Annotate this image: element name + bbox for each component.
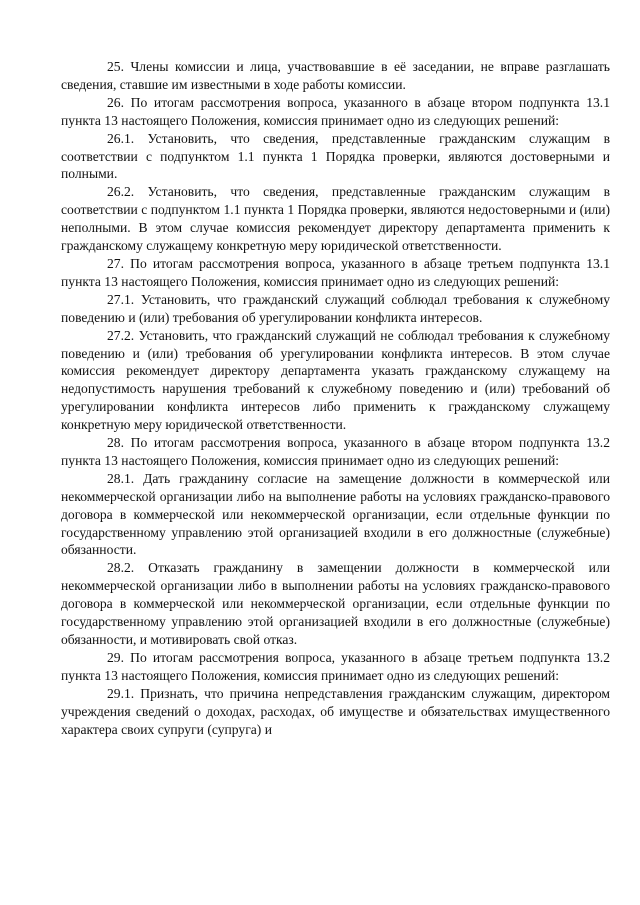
paragraph-28-1: 28.1. Дать гражданину согласие на замещение должности в коммерческой или некоммерческой организации либо на выполнение работы на условиях гражданско-правового договора в коммерческой или некоммерческой организации, если отдельные функции по государственному управлению этой организацией входили в его должностные (служебные) обязанности. — [61, 470, 610, 558]
paragraph-27-2: 27.2. Установить, что гражданский служащий не соблюдал требования к служебному поведению и (или) требования об урегулировании конфликта интересов. В этом случае комиссия рекомендует директору департамента указать гражданскому служащему на недопустимость нарушения требований к служебному поведению и (или) требований об урегулировании конфликта интересов либо применить к гражданскому служащему конкретную меру юридической ответственности. — [61, 327, 610, 433]
paragraph-28-2: 28.2. Отказать гражданину в замещении должности в коммерческой или некоммерческой организации либо в выполнении работы на условиях гражданско-правового договора в коммерческой или некоммерческой организации, если отдельные функции по государственному управлению этой организацией входили в его должностные (служебные) обязанности, и мотивировать свой отказ. — [61, 560, 610, 647]
paragraph-25: 25. Члены комиссии и лица, участвовавшие в её заседании, не вправе разглашать сведения, ставшие им известными в ходе работы комиссии. — [61, 59, 610, 92]
paragraph-26-2: 26.2. Установить, что сведения, представленные гражданским служащим в соответствии с подпунктом 1.1 пункта 1 Порядка проверки, являются недостоверными и (или) неполными. В этом случае комиссия рекомендует директору департамента применить к гражданскому служащему конкретную меру юридической ответственности. — [61, 184, 610, 254]
paragraph-26-1: 26.1. Установить, что сведения, представленные гражданским служащим в соответствии с подпунктом 1.1 пункта 1 Порядка проверки, являются достоверными и полными. — [61, 130, 610, 182]
paragraph-29: 29. По итогам рассмотрения вопроса, указанного в абзаце третьем подпункта 13.2 пункта 13 настоящего Положения, комиссия принимает одно из следующих решений: — [61, 649, 610, 683]
paragraph-27: 27. По итогам рассмотрения вопроса, указанного в абзаце третьем подпункта 13.1 пункта 13 настоящего Положения, комиссия принимает одно из следующих решений: — [61, 255, 610, 289]
paragraph-28: 28. По итогам рассмотрения вопроса, указанного в абзаце втором подпункта 13.2 пункта 13 настоящего Положения, комиссия принимает одно из следующих решений: — [61, 435, 610, 468]
paragraph-27-1: 27.1. Установить, что гражданский служащий соблюдал требования к служебному поведению и (или) требования об урегулировании конфликта интересов. — [61, 291, 610, 325]
paragraph-26: 26. По итогам рассмотрения вопроса, указанного в абзаце втором подпункта 13.1 пункта 13 настоящего Положения, комиссия принимает одно из следующих решений: — [61, 94, 610, 128]
document-page — [61, 58, 610, 738]
paragraph-29-1: 29.1. Признать, что причина непредставления гражданским служащим, директором учреждения сведений о доходах, расходах, об имуществе и обязательствах имущественного характера своих супруги (супруга) и — [61, 685, 610, 737]
